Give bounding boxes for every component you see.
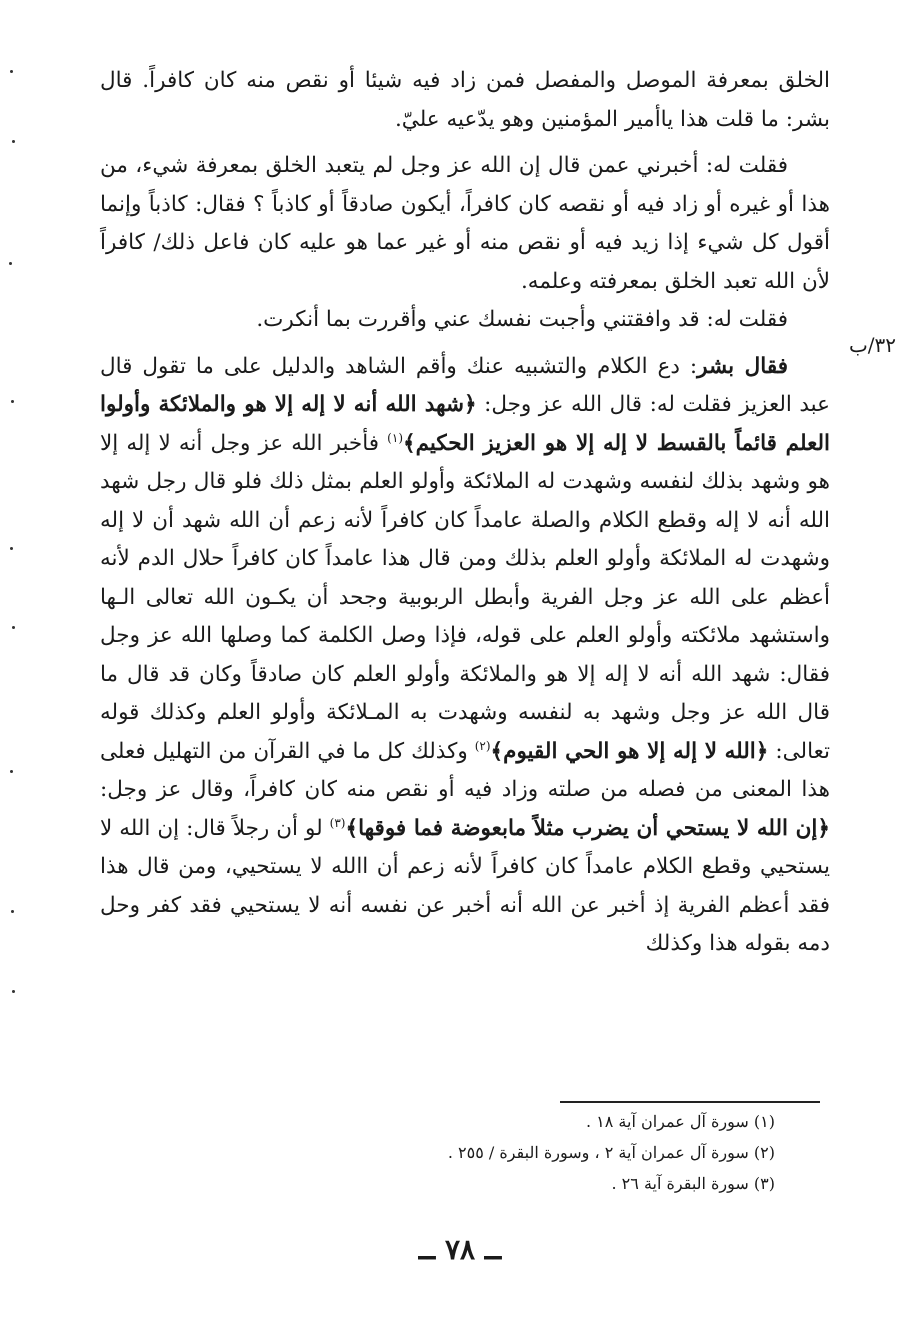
scan-speck: [11, 910, 14, 913]
scan-speck: [12, 140, 15, 143]
main-text: [100, 62, 830, 964]
scan-speck: [10, 770, 13, 773]
paragraph-2: فقلت له: أخبرني عمن قال إن الله عز وجل لم يتعبد الخلق بمعرفة شيء، من هذا أو غيره أو زاد فيه أو نقصه كان كافراً، أيكون صادقاً أو كاذباً ؟ فقال: كاذباً وإنما أقول كل شيء إذا زيد فيه أو نقص منه أو غير عما هو عليه كان فاعل ذلك/ كافراً لأن الله تعبد الخلق بمعرفته وعلمه.: [100, 153, 830, 294]
scan-speck: [12, 626, 15, 629]
quran-verse-3: ﴿إن الله لا يستحي أن يضرب مثلاً مابعوضة فما فوقها﴾: [345, 815, 830, 841]
scan-speck: [10, 547, 13, 550]
paragraph-4-part-c: وكذلك كل ما في القرآن من التهليل فعلى هذا المعنى من فصله من صلته وزاد فيه أو نقص منه كان كافراً، وقال عز وجل:: [100, 738, 830, 802]
paragraph-4-part-d: لو أن رجلاً قال: إن الله لا يستحيي وقطع الكلام عامداً كان كافراً لأنه زعم أن االله لا يستحيي، ومن قال هذا فقد أعظم الفرية إذ أخبر عن الله أنه أخبر عن نفسه أنه لا يستحيي فقد كفر وحل دمه بقوله هذا وكذلك: [100, 815, 830, 956]
quran-verse-1: ﴿شهد الله أنه لا إله إلا هو والملائكة وأولوا العلم قائماً بالقسط لا إله إلا هو العزيز الحكيم﴾: [100, 392, 830, 456]
paragraph-4: [100, 348, 830, 964]
footnote-ref-3: (٣): [329, 815, 346, 830]
paragraph-1: الخلق بمعرفة الموصل والمفصل فمن زاد فيه شيئا أو نقص منه كان كافراً. قال بشر: ما قلت هذا ياأمير المؤمنين وهو يدّعيه عليّ.: [100, 68, 830, 132]
scan-speck: [9, 262, 12, 265]
speaker-name: فقال بشر: [697, 353, 788, 379]
footnote-3: (٣) سورة البقرة آية ٢٦ .: [611, 1174, 775, 1193]
footnote-1: (١) سورة آل عمران آية ١٨ .: [585, 1112, 775, 1131]
paragraph-4-part-b: فأخبر الله عز وجل أنه لا إله إلا هو وشهد بذلك لنفسه وشهدت له الملائكة وأولو العلم بمثل ذلك فلو قال رجل شهد الله أنه لا إله وقطع الكلام والصلة عامداً كان كافراً لأنه زعم أن الله شهد أن لا إله وشهدت له الملائكة وأولو العلم بذلك ومن قال هذا عامداً كان كافراً حلال الدم لأنه أعظم على الله عز وجل الفرية وأبطل الربوبية وجحد أن يكـون الله تعالى الـها واستشهد ملائكته وأولو العلم على قوله، فإذا وصل الكلمة كما وصلها الله عز وجل فقال: شهد الله أنه لا إله إلا هو والملائكة وأولو العلم كان صادقاً وكان قد قال ما قال الله عز وجل وشهد به لنفسه وشهدت به المـلائكة وأولو العلم وكذلك قوله تعالى:: [100, 430, 830, 764]
manuscript-folio-note: ٣٢/ب: [848, 333, 896, 357]
footnotes: [300, 1106, 775, 1199]
paragraph-3: فقلت له: قد وافقتني وأجبت نفسك عني وأقررت بما أنكرت.: [256, 307, 788, 332]
quran-verse-2: ﴿الله لا إله إلا هو الحي القيوم﴾: [490, 738, 769, 764]
scan-speck: [10, 70, 13, 73]
scan-speck: [11, 400, 14, 403]
footnote-separator: [560, 1101, 820, 1103]
page-number: ــ ٧٨ ــ: [418, 1233, 502, 1266]
paragraph-4-part-a: : دع الكلام والتشبيه عنك وأقم الشاهد والدليل على ما تقول قال عبد العزيز فقلت له: قال الله عز وجل:: [100, 353, 830, 417]
footnote-2: (٢) سورة آل عمران آية ٢ ، وسورة البقرة / ٢٥٥ .: [447, 1143, 775, 1162]
footnote-ref-1: (١): [387, 430, 403, 445]
scan-speck: [12, 990, 15, 993]
footnote-ref-2: (٢): [474, 738, 491, 753]
